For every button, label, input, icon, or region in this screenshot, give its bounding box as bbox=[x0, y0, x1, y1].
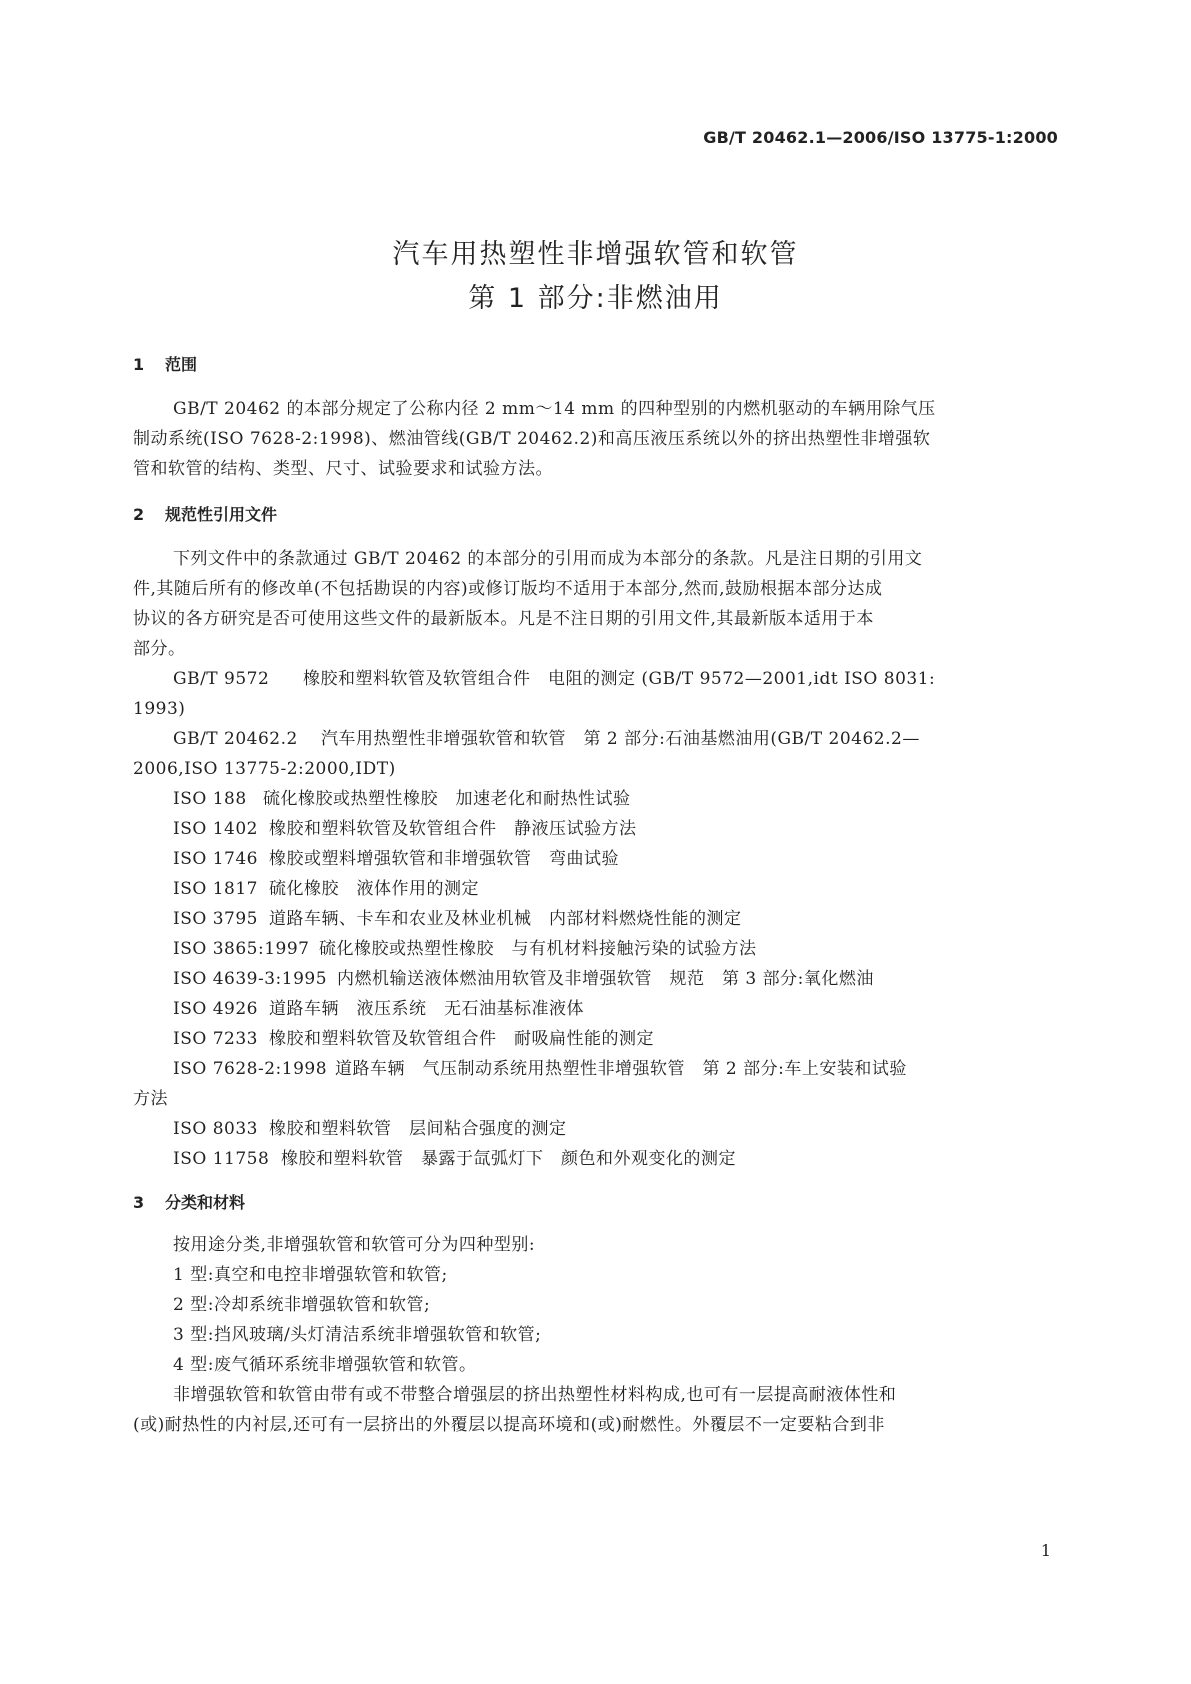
section-number: 1 bbox=[133, 355, 145, 374]
paragraph-line: 件,其随后所有的修改单(不包括勘误的内容)或修订版均不适用于本部分,然而,鼓励根据本部分达成 bbox=[133, 579, 883, 599]
section-title: 范围 bbox=[165, 355, 198, 374]
reference-code: ISO 7628-2:1998 bbox=[173, 1059, 328, 1079]
reference-code: ISO 3795 bbox=[173, 909, 258, 929]
page-number: 1 bbox=[1040, 1541, 1051, 1560]
reference-item bbox=[173, 728, 920, 750]
paragraph-line: 下列文件中的条款通过 GB/T 20462 的本部分的引用而成为本部分的条款。凡是注日期的引用文 bbox=[173, 549, 923, 569]
reference-title: 汽车用热塑性非增强软管和软管 第 2 部分:石油基燃油用(GB/T 20462.2— bbox=[321, 729, 920, 749]
reference-item bbox=[173, 668, 935, 690]
document-title: 汽车用热塑性非增强软管和软管 bbox=[392, 239, 799, 270]
reference-code: ISO 4926 bbox=[173, 999, 258, 1019]
paragraph-line: 按用途分类,非增强软管和软管可分为四种型别: bbox=[173, 1235, 536, 1255]
reference-item bbox=[173, 788, 631, 810]
paragraph-line: GB/T 20462 的本部分规定了公称内径 2 mm～14 mm 的四种型别的内燃机驱动的车辆用除气压 bbox=[173, 399, 936, 419]
reference-continuation: 2006,ISO 13775-2:2000,IDT) bbox=[133, 759, 396, 779]
reference-code: ISO 8033 bbox=[173, 1119, 258, 1139]
paragraph-line: 非增强软管和软管由带有或不带整合增强层的挤出热塑性材料构成,也可有一层提高耐液体性和 bbox=[173, 1385, 897, 1405]
paragraph-line: 部分。 bbox=[133, 639, 186, 659]
reference-code: ISO 3865:1997 bbox=[173, 939, 310, 959]
reference-title: 道路车辆、卡车和农业及林业机械 内部材料燃烧性能的测定 bbox=[269, 909, 742, 929]
list-item: 2 型:冷却系统非增强软管和软管; bbox=[173, 1295, 431, 1315]
section-title: 规范性引用文件 bbox=[165, 505, 278, 524]
reference-item bbox=[173, 908, 742, 930]
reference-item bbox=[173, 968, 874, 990]
list-item: 1 型:真空和电控非增强软管和软管; bbox=[173, 1265, 448, 1285]
reference-title: 道路车辆 液压系统 无石油基标准液体 bbox=[269, 999, 584, 1019]
reference-item bbox=[173, 1028, 654, 1050]
reference-item bbox=[173, 1118, 567, 1140]
reference-item bbox=[173, 998, 584, 1020]
reference-title: 橡胶和塑料软管及软管组合件 电阻的测定 (GB/T 9572—2001,idt ISO 8031: bbox=[303, 669, 936, 689]
reference-title: 橡胶和塑料软管 暴露于氙弧灯下 颜色和外观变化的测定 bbox=[281, 1149, 736, 1169]
paragraph-line: 管和软管的结构、类型、尺寸、试验要求和试验方法。 bbox=[133, 459, 553, 479]
list-item: 3 型:挡风玻璃/头灯清洁系统非增强软管和软管; bbox=[173, 1325, 542, 1345]
reference-code: GB/T 9572 bbox=[173, 669, 270, 689]
paragraph-line: (或)耐热性的内衬层,还可有一层挤出的外覆层以提高环境和(或)耐燃性。外覆层不一定要粘合到非 bbox=[133, 1415, 885, 1435]
reference-code: ISO 11758 bbox=[173, 1149, 270, 1169]
reference-item bbox=[173, 878, 479, 900]
paragraph-line: 制动系统(ISO 7628-2:1998)、燃油管线(GB/T 20462.2)和高压液压系统以外的挤出热塑性非增强软 bbox=[133, 429, 931, 449]
reference-code: ISO 188 bbox=[173, 789, 247, 809]
list-item: 4 型:废气循环系统非增强软管和软管。 bbox=[173, 1355, 477, 1375]
reference-title: 硫化橡胶 液体作用的测定 bbox=[269, 879, 479, 899]
reference-code: ISO 7233 bbox=[173, 1029, 258, 1049]
reference-title: 橡胶和塑料软管及软管组合件 耐吸扁性能的测定 bbox=[269, 1029, 654, 1049]
reference-title: 硫化橡胶或热塑性橡胶 与有机材料接触污染的试验方法 bbox=[319, 939, 757, 959]
reference-code: ISO 4639-3:1995 bbox=[173, 969, 328, 989]
reference-code: ISO 1817 bbox=[173, 879, 258, 899]
reference-item bbox=[173, 848, 619, 870]
paragraph-line: 协议的各方研究是否可使用这些文件的最新版本。凡是不注日期的引用文件,其最新版本适用于本 bbox=[133, 609, 874, 629]
reference-continuation: 1993) bbox=[133, 699, 186, 719]
section-3-heading bbox=[133, 1190, 245, 1213]
section-title: 分类和材料 bbox=[165, 1193, 246, 1212]
reference-title: 橡胶和塑料软管 层间粘合强度的测定 bbox=[269, 1119, 567, 1139]
section-number: 2 bbox=[133, 505, 145, 524]
reference-item bbox=[173, 938, 757, 960]
reference-title: 橡胶和塑料软管及软管组合件 静液压试验方法 bbox=[269, 819, 637, 839]
reference-continuation: 方法 bbox=[133, 1089, 168, 1109]
reference-code: ISO 1746 bbox=[173, 849, 258, 869]
reference-item bbox=[173, 1058, 907, 1080]
reference-code: GB/T 20462.2 bbox=[173, 729, 298, 749]
section-number: 3 bbox=[133, 1193, 145, 1212]
standard-code: GB/T 20462.1—2006/ISO 13775-1:2000 bbox=[703, 128, 1058, 147]
document-subtitle: 第 1 部分:非燃油用 bbox=[468, 283, 723, 314]
reference-item bbox=[173, 1148, 736, 1170]
reference-code: ISO 1402 bbox=[173, 819, 258, 839]
reference-title: 橡胶或塑料增强软管和非增强软管 弯曲试验 bbox=[269, 849, 619, 869]
section-1-heading bbox=[133, 352, 197, 375]
section-2-heading bbox=[133, 502, 277, 525]
reference-item bbox=[173, 818, 637, 840]
reference-title: 硫化橡胶或热塑性橡胶 加速老化和耐热性试验 bbox=[263, 789, 631, 809]
reference-title: 道路车辆 气压制动系统用热塑性非增强软管 第 2 部分:车上安装和试验 bbox=[335, 1059, 907, 1079]
reference-title: 内燃机输送液体燃油用软管及非增强软管 规范 第 3 部分:氧化燃油 bbox=[337, 969, 874, 989]
